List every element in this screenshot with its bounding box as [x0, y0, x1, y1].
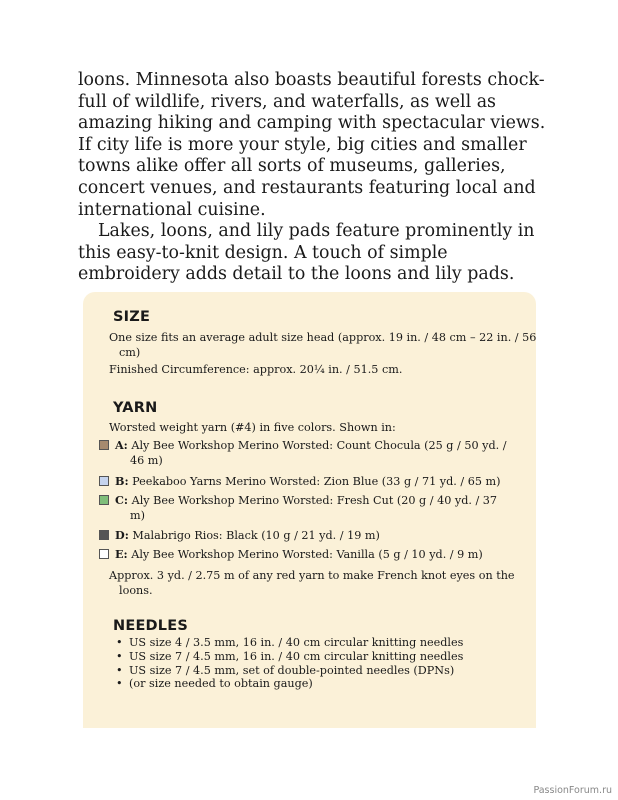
- swatch-c: [99, 495, 109, 505]
- swatch-b: [99, 476, 109, 486]
- needle-item: • US size 4 / 3.5 mm, 16 in. / 40 cm circular knitting needles: [116, 636, 464, 649]
- watermark: PassionForum.ru: [533, 785, 612, 796]
- yarn-code-e: E:: [115, 547, 128, 561]
- swatch-e: [99, 549, 109, 559]
- yarn-item-c: [115, 493, 515, 523]
- yarn-note: Approx. 3 yd. / 2.75 m of any red yarn to make French knot eyes on the loons.: [109, 569, 515, 597]
- size-heading: SIZE: [113, 309, 151, 325]
- yarn-code-c: C:: [115, 493, 129, 507]
- yarn-text-d: Malabrigo Rios: Black (10 g / 21 yd. / 19 m): [132, 529, 380, 542]
- needles-heading: NEEDLES: [113, 618, 188, 634]
- yarn-code-d: D:: [115, 528, 129, 542]
- yarn-text-c: Aly Bee Workshop Merino Worsted: Fresh Cut (20 g / 40 yd. / 37: [131, 494, 498, 507]
- swatch-a: [99, 440, 109, 450]
- yarn-text-b: Peekaboo Yarns Merino Worsted: Zion Blue (33 g / 71 yd. / 65 m): [132, 475, 501, 488]
- yarn-item-d: [115, 528, 515, 544]
- needle-item: • US size 7 / 4.5 mm, 16 in. / 40 cm circular knitting needles: [116, 649, 464, 663]
- yarn-cont-a: 46 m): [130, 453, 163, 467]
- yarn-intro: Worsted weight yarn (#4) in five colors. Shown in:: [109, 421, 396, 434]
- needles-list: [116, 636, 463, 691]
- yarn-item-e: [115, 547, 515, 563]
- needle-item: • US size 7 / 4.5 mm, set of double-pointed needles (DPNs): [116, 663, 455, 677]
- intro-paragraph-1: loons. Minnesota also boasts beautiful forests chock-full of wildlife, rivers, and waterfalls, as well as amazing hiking and camping with spectacular views. If city life is more your style, big cities and smaller towns alike offer all sorts of museums, galleries, concert venues, and restaurants featuring local and international cuisine.: [78, 70, 546, 220]
- needle-item: • (or size needed to obtain gauge): [116, 677, 313, 691]
- yarn-text-a: Aly Bee Workshop Merino Worsted: Count Chocula (25 g / 50 yd. /: [131, 439, 507, 452]
- yarn-text-e: Aly Bee Workshop Merino Worsted: Vanilla (5 g / 10 yd. / 9 m): [131, 548, 483, 561]
- yarn-code-b: B:: [115, 474, 129, 488]
- intro-text: [78, 70, 548, 286]
- intro-paragraph-2: Lakes, loons, and lily pads feature prominently in this easy-to-knit design. A touch of simple embroidery adds detail to the loons and lily pads.: [78, 221, 535, 285]
- yarn-heading: YARN: [113, 400, 158, 416]
- swatch-d: [99, 530, 109, 540]
- size-line-2: Finished Circumference: approx. 20¼ in. / 51.5 cm.: [109, 363, 403, 376]
- yarn-cont-c: m): [130, 508, 145, 522]
- size-line-1: One size fits an average adult size head (approx. 19 in. / 48 cm – 22 in. / 56 cm): [109, 331, 537, 359]
- yarn-item-b: [115, 474, 515, 490]
- yarn-item-a: [115, 438, 515, 468]
- yarn-code-a: A:: [115, 438, 128, 452]
